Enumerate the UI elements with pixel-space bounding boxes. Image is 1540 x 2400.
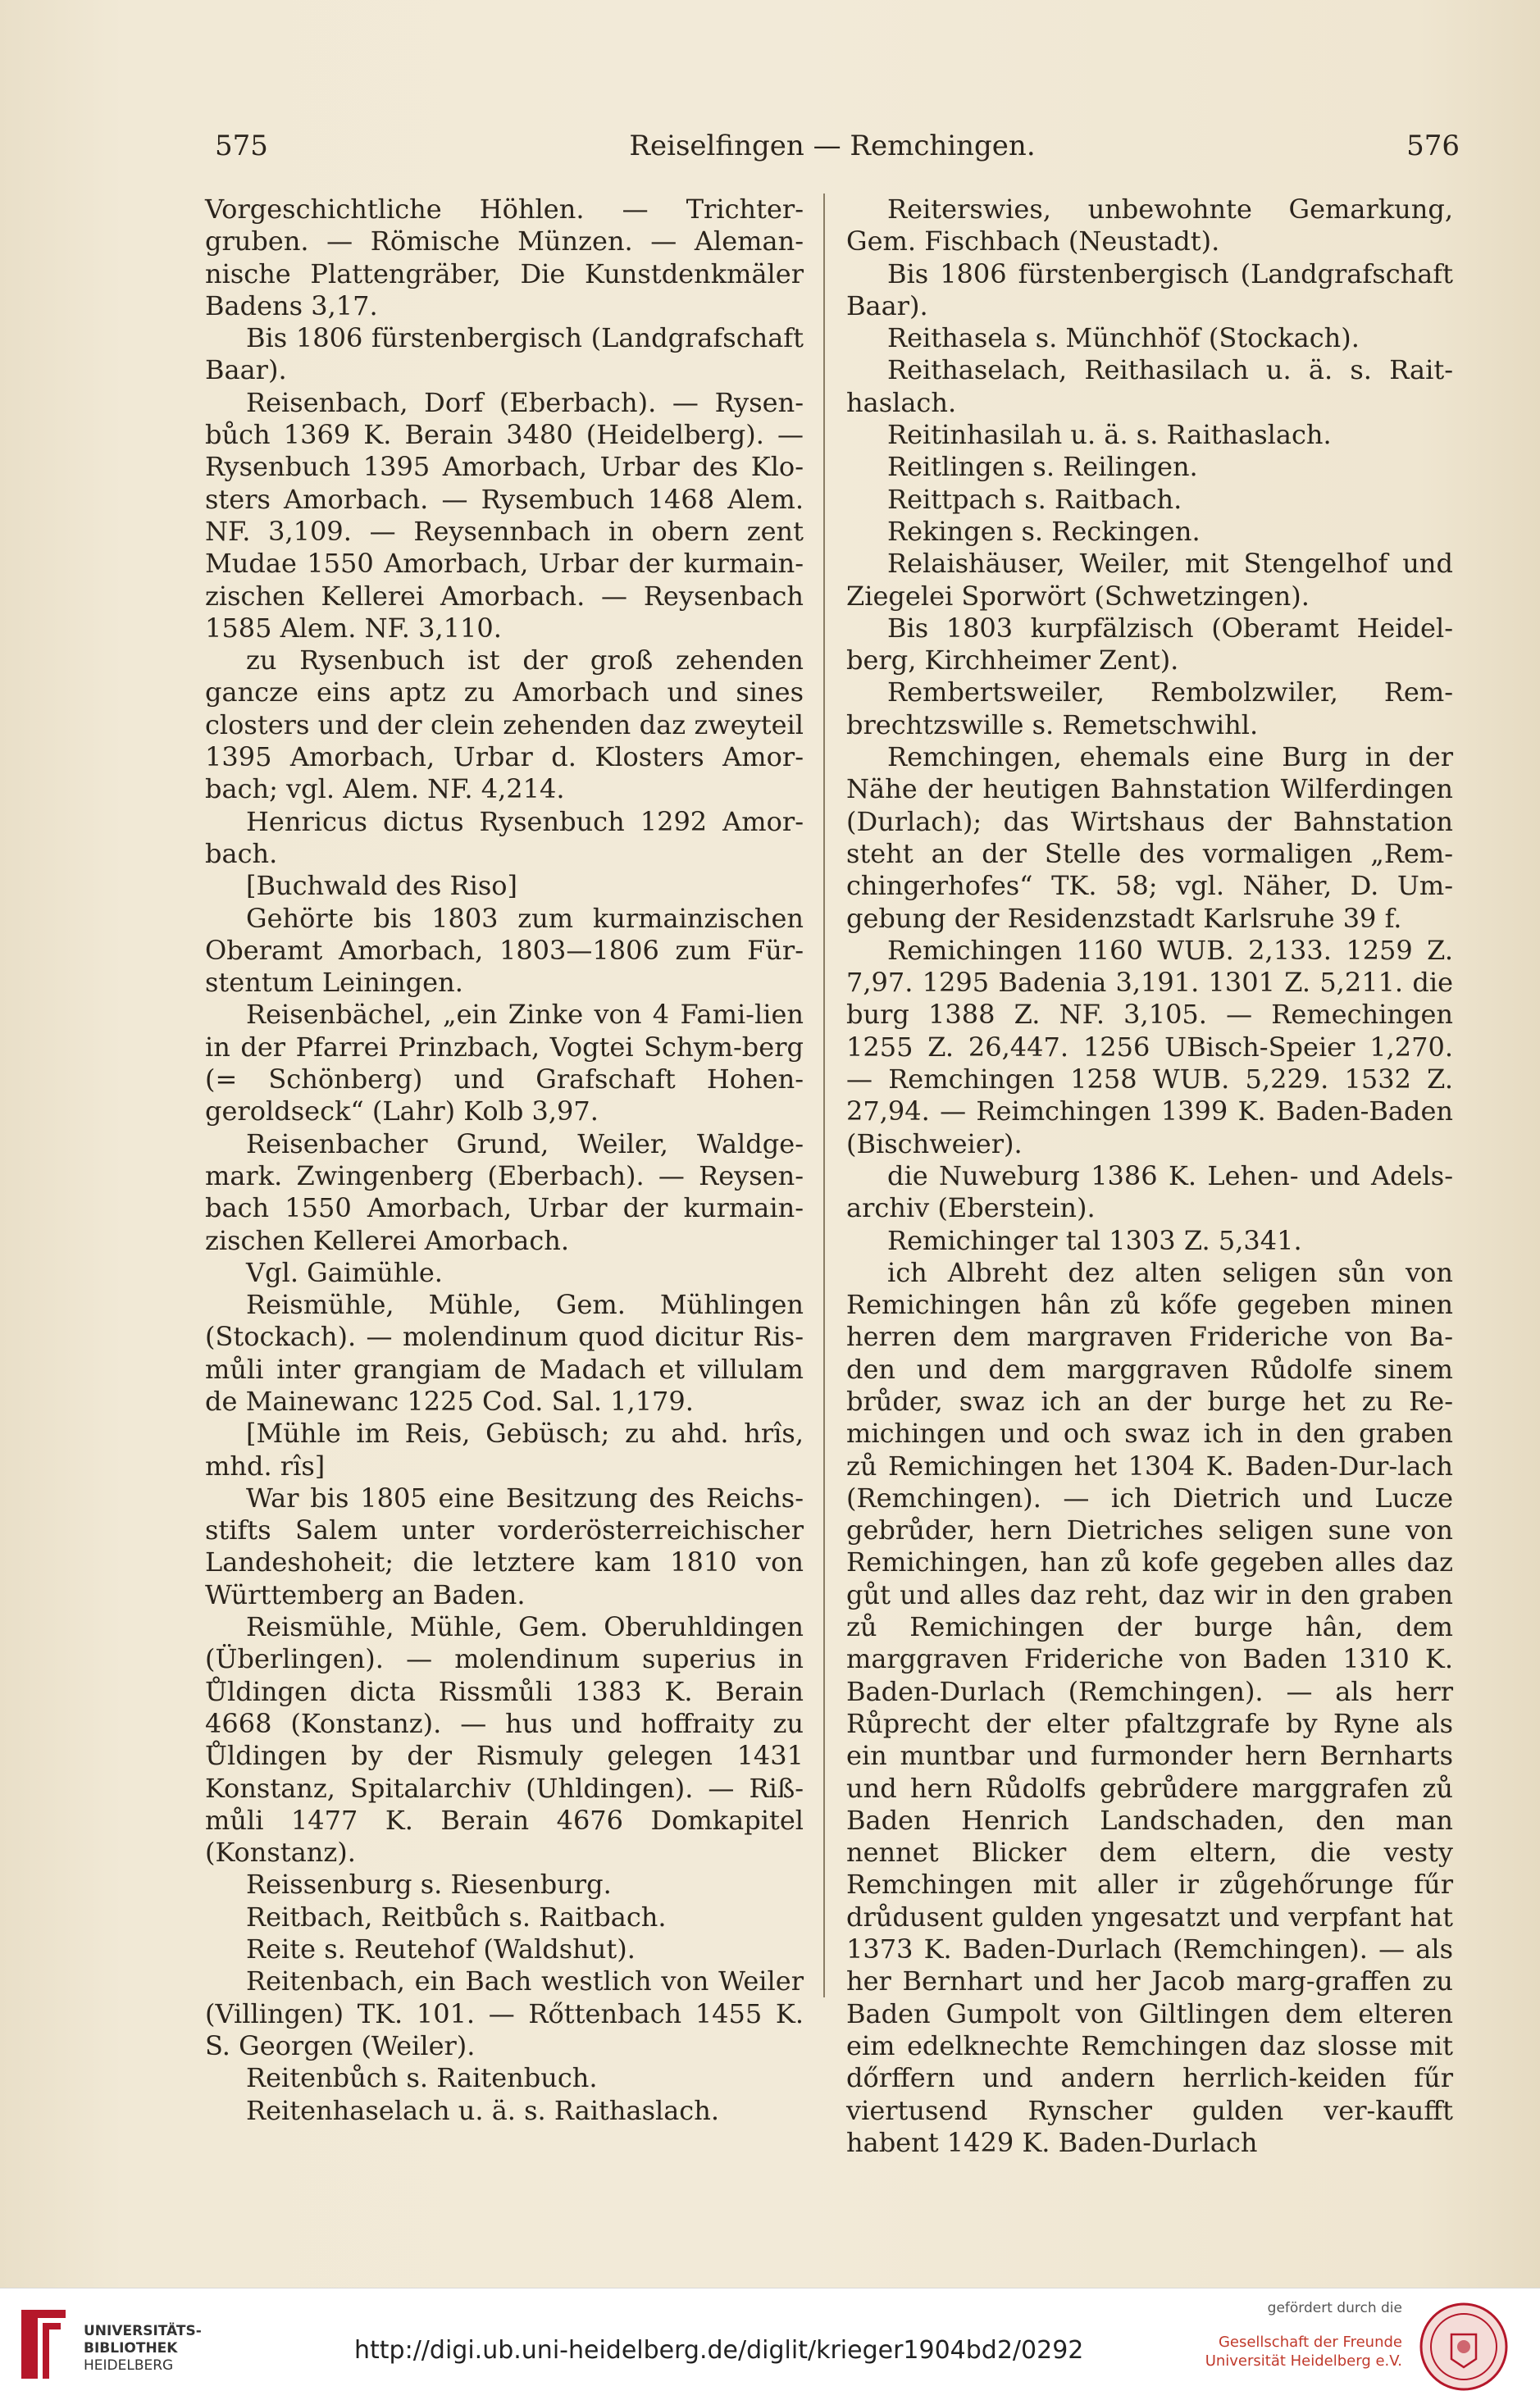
paragraph: Remichinger tal 1303 Z. 5,341.: [887, 1224, 1302, 1256]
sponsor-block[interactable]: [1192, 2300, 1402, 2390]
left-column: [205, 194, 804, 2127]
entry: Reisenbächel, „ein Zinke von 4 Fami-lien in der Pfarrei Prinzbach, Vogtei Schym-berg (= Schönberg) und Grafschaft Hohen-geroldseck“ (Lahr) Kolb 3,97.: [205, 999, 804, 1127]
library-name-line: HEIDELBERG: [84, 2357, 174, 2374]
entry: Reitenhaselach u. ä. s. Raithaslach.: [246, 2094, 719, 2126]
paragraph: Bis 1806 fürstenbergisch (Landgrafschaft Baar).: [846, 257, 1453, 321]
viewer-footer: [0, 2288, 1540, 2400]
page-header: [205, 123, 1460, 172]
sponsor-name: [1192, 2333, 1402, 2370]
paragraph: [Mühle im Reis, Gebüsch; zu ahd. hrîs, mhd. rîs]: [205, 1418, 804, 1482]
right-column: [846, 194, 1453, 2159]
sponsor-name-line: Universität Heidelberg e.V.: [1205, 2352, 1402, 2370]
sponsor-name-line: Gesellschaft der Freunde: [1218, 2334, 1402, 2351]
permalink-url[interactable]: http://digi.ub.uni-heidelberg.de/diglit/krieger1904bd2/0292: [354, 2336, 1084, 2365]
university-seal-icon: [1419, 2302, 1509, 2392]
entry: Reisenbacher Grund, Weiler, Waldge-mark. Zwingenberg (Eberbach). — Reysen-bach 1550 Amorbach, Urbar der kurmain-zischen Kellerei Amorbach.: [205, 1127, 804, 1256]
column-divider: [823, 194, 825, 1997]
page-number-left: 575: [215, 130, 268, 162]
entry: Reithasela s. Münchhöf (Stockach).: [887, 322, 1360, 354]
library-logo[interactable]: [18, 2307, 202, 2382]
sponsor-label: gefördert durch die: [1267, 2300, 1402, 2316]
entry: Reiterswies, unbewohnte Gemarkung, Gem. Fischbach (Neustadt).: [846, 194, 1453, 257]
paragraph: Gehörte bis 1803 zum kurmainzischen Oberamt Amorbach, 1803—1806 zum Für-stentum Leiningen.: [205, 902, 804, 999]
entry: Rekingen s. Reckingen.: [887, 515, 1201, 547]
paragraph: zu Rysenbuch ist der groß zehenden gancze eins aptz zu Amorbach und sines closters und der clein zehenden daz zweyteil 1395 Amorbach, Urbar d. Klosters Amor-bach; vgl. Alem. NF. 4,214.: [205, 644, 804, 805]
entry: Reitinhasilah u. ä. s. Raithaslach.: [887, 419, 1332, 451]
entry: Reisenbach, Dorf (Eberbach). — Rysen-bůch 1369 K. Berain 3480 (Heidelberg). — Rysenbuch 1395 Amorbach, Urbar des Klo-sters Amorbach. — Rysembuch 1468 Alem. NF. 3,109. — Reysennbach in obern zent Mudae 1550 Amorbach, Urbar der kurmain-zischen Kellerei Amorbach. — Reysenbach 1585 Alem. NF. 3,110.: [205, 386, 804, 644]
paragraph: Vgl. Gaimühle.: [246, 1256, 443, 1288]
paragraph: Remichingen 1160 WUB. 2,133. 1259 Z. 7,97. 1295 Badenia 3,191. 1301 Z. 5,211. die burg 1388 Z. NF. 3,105. — Remechingen 1255 Z. 26,447. 1256 UBisch-Speier 1,270. — Remchingen 1258 WUB. 5,229. 1532 Z. 27,94. — Reimchingen 1399 K. Baden-Baden (Bischweier).: [846, 934, 1453, 1159]
entry: Reitenbach, ein Bach westlich von Weiler (Villingen) TK. 101. — Rőttenbach 1455 K. S. Georgen (Weiler).: [205, 1965, 804, 2061]
paragraph: War bis 1805 eine Besitzung des Reichs-stifts Salem unter vorderösterreichischer Landeshoheit; die letztere kam 1810 von Württemberg an Baden.: [205, 1482, 804, 1610]
entry: Reite s. Reutehof (Waldshut).: [246, 1933, 636, 1965]
entry: Reismühle, Mühle, Gem. Oberuhldingen (Überlingen). — molendinum superius in Ůldingen dicta Rissmůli 1383 K. Berain 4668 (Konstanz). — hus und hoffraity zu Ůldingen by der Rismuly gelegen 1431 Konstanz, Spitalarchiv (Uhldingen). — Riß-můli 1477 K. Berain 4676 Domkapitel (Konstanz).: [205, 1611, 804, 1869]
paragraph: die Nuweburg 1386 K. Lehen- und Adels-archiv (Eberstein).: [846, 1159, 1453, 1224]
running-title: Reiselfingen — Remchingen.: [629, 130, 1036, 162]
entry: Reitenbůch s. Raitenbuch.: [246, 2062, 598, 2094]
paragraph: Henricus dictus Rysenbuch 1292 Amor-bach.: [205, 805, 804, 869]
page-number-right: 576: [1406, 130, 1460, 162]
paragraph: Bis 1806 fürstenbergisch (Landgrafschaft Baar).: [205, 322, 804, 386]
library-name-line: BIBLIOTHEK: [84, 2340, 178, 2357]
entry: Remchingen, ehemals eine Burg in der Nähe der heutigen Bahnstation Wilferdingen (Durlach); das Wirtshaus der Bahnstation steht an der Stelle des vormaligen „Rem-chingerhofes“ TK. 58; vgl. Näher, D. Um-gebung der Residenzstadt Karlsruhe 39 f.: [846, 741, 1453, 934]
entry: Reithaselach, Reithasilach u. ä. s. Rait-haslach.: [846, 354, 1453, 418]
entry: Rembertsweiler, Rembolzwiler, Rem-brechtzswille s. Remetschwihl.: [846, 676, 1453, 740]
entry: Reitbach, Reitbůch s. Raitbach.: [246, 1901, 667, 1933]
library-name-line: UNIVERSITÄTS-: [84, 2323, 202, 2339]
entry: Reitlingen s. Reilingen.: [887, 451, 1198, 483]
paragraph: [Buchwald des Riso]: [246, 870, 518, 902]
paragraph: Vorgeschichtliche Höhlen. — Trichter-gruben. — Römische Münzen. — Aleman-nische Plattengräber, Die Kunstdenkmäler Badens 3,17.: [205, 194, 804, 321]
entry: Reittpach s. Raitbach.: [887, 483, 1182, 515]
library-logo-icon: [18, 2307, 69, 2382]
paragraph: Bis 1803 kurpfälzisch (Oberamt Heidel-berg, Kirchheimer Zent).: [846, 612, 1453, 676]
entry: Relaishäuser, Weiler, mit Stengelhof und Ziegelei Sporwört (Schwetzingen).: [846, 548, 1453, 612]
entry: Reissenburg s. Riesenburg.: [246, 1869, 612, 1901]
library-name: [84, 2323, 202, 2375]
paragraph: ich Albreht dez alten seligen sůn von Remichingen hân zů kőfe gegeben minen herren dem margraven Frideriche von Ba-den und dem marggraven Růdolfe sinem brůder, swaz ich an der burge het zu Re-michingen und och swaz ich in den graben zů Remichingen het 1304 K. Baden-Dur-lach (Remchingen). — ich Dietrich und Lucze gebrůder, hern Dietriches seligen sune von Remichingen, han zů kofe gegeben alles daz gůt und alles daz reht, daz wir in den graben zů Remichingen der burge hân, dem marggraven Frideriche von Baden 1310 K. Baden-Durlach (Remchingen). — als herr Růprecht der elter pfaltzgrafe by Ryne als ein muntbar und furmonder hern Bernharts und hern Růdolfs gebrůdere marggrafen zů Baden Henrich Landschaden, den man nennet Blicker dem eltern, die vesty Remchingen mit aller ir zůgehőrunge fűr drůdusent gulden yngesatzt und verpfant hat 1373 K. Baden-Durlach (Remchingen). — als her Bernhart und her Jacob marg-graffen zu Baden Gumpolt von Giltlingen dem elteren eim edelknechte Remchingen daz slosse mit dőrffern und andern herrlich-keiden fűr viertusend Rynscher gulden ver-kaufft habent 1429 K. Baden-Durlach: [846, 1256, 1453, 2158]
entry: Reismühle, Mühle, Gem. Mühlingen (Stockach). — molendinum quod dicitur Ris-můli inter grangiam de Madach et villulam de Mainewanc 1225 Cod. Sal. 1,179.: [205, 1289, 804, 1417]
